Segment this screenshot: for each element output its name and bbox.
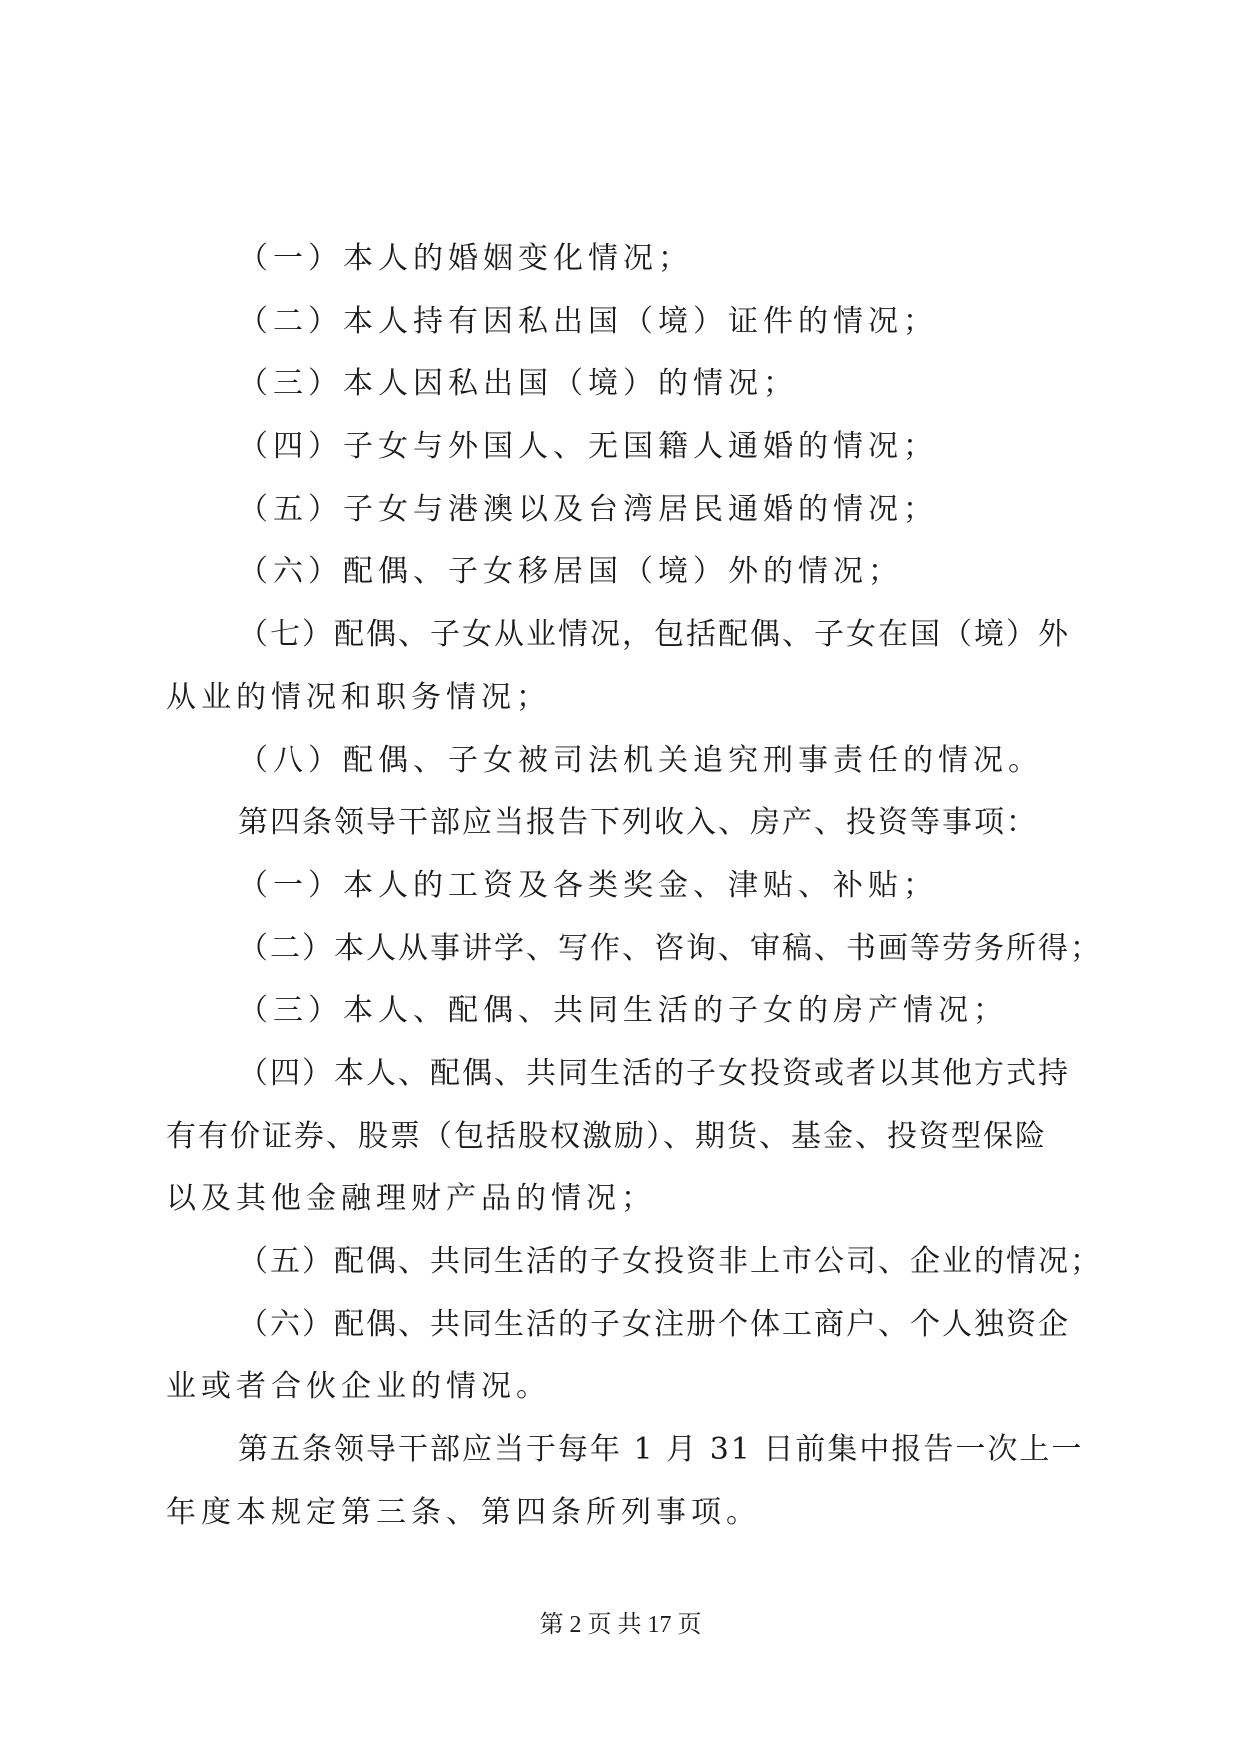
clause-line: （三）本人因私出国（境）的情况；: [238, 366, 798, 402]
clause-line: （六）配偶、共同生活的子女注册个体工商户、个人独资企: [238, 1306, 1070, 1342]
clause-line-continuation: 以及其他金融理财产品的情况；: [166, 1181, 656, 1217]
clause-line-continuation: 有有价证券、股票（包括股权激励）、期货、基金、投资型保险: [166, 1118, 1047, 1154]
clause-line: （一）本人的婚姻变化情况；: [238, 241, 693, 276]
clause-line-continuation: 业或者合伙企业的情况。: [166, 1369, 551, 1405]
clause-line: （二）本人持有因私出国（境）证件的情况；: [238, 303, 938, 339]
clause-line-continuation: 从业的情况和职务情况；: [166, 679, 551, 715]
clause-line: （七）配偶、子女从业情况，包括配偶、子女在国（境）外: [238, 617, 1070, 653]
clause-line: （三）本人、配偶、共同生活的子女的房产情况；: [238, 993, 1008, 1029]
article-five-text: 第五条领导干部应当于每年 1 月 31 日前集中报告一次上一: [238, 1432, 1084, 1468]
document-body: [166, 228, 1102, 1544]
clause-line: （六）配偶、子女移居国（境）外的情况；: [238, 554, 903, 590]
clause-line: （二）本人从事讲学、写作、咨询、审稿、书画等劳务所得；: [238, 930, 1102, 966]
clause-line: （八）配偶、子女被司法机关追究刑事责任的情况。: [238, 742, 1043, 778]
clause-line: （五）配偶、共同生活的子女投资非上市公司、企业的情况；: [238, 1244, 1102, 1279]
article-five-continuation: 年度本规定第三条、第四条所列事项。: [166, 1494, 761, 1530]
clause-line: （四）子女与外国人、无国籍人通婚的情况；: [238, 429, 938, 465]
article-four-heading: 第四条领导干部应当报告下列收入、房产、投资等事项：: [238, 805, 1038, 841]
page-number-footer: 第 2 页 共 17 页: [539, 1612, 702, 1638]
clause-line: （四）本人、配偶、共同生活的子女投资或者以其他方式持: [238, 1055, 1070, 1091]
clause-line: （一）本人的工资及各类奖金、津贴、补贴；: [238, 867, 938, 903]
clause-line: （五）子女与港澳以及台湾居民通婚的情况；: [238, 491, 938, 527]
